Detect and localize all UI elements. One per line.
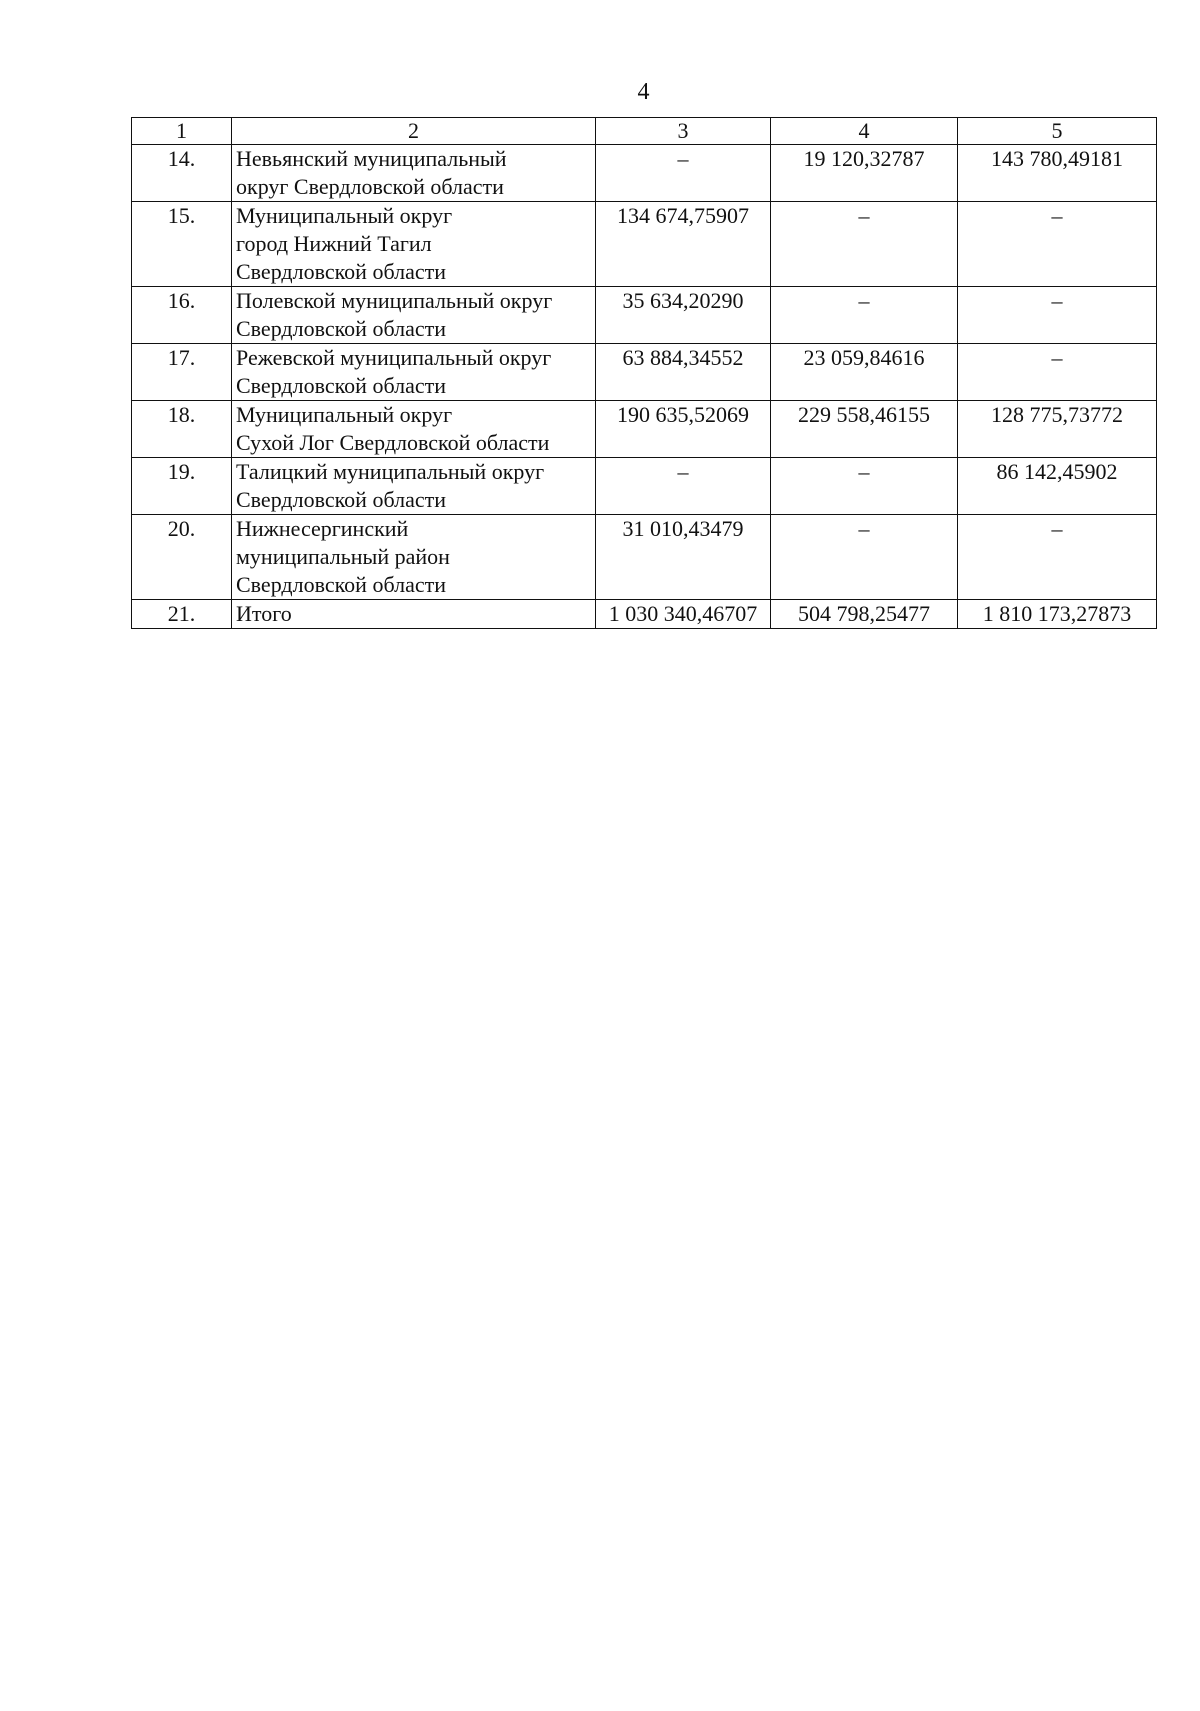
value-col5: – [958,202,1157,287]
table-header-row [132,118,1157,145]
value-col3: 134 674,75907 [596,202,771,287]
total-label [232,600,596,629]
row-number: 20. [132,515,232,600]
value-col3: – [596,458,771,515]
value-col4: 19 120,32787 [771,145,958,202]
value-col3: – [596,145,771,202]
total-col5: 1 810 173,27873 [958,600,1157,629]
total-col3: 1 030 340,46707 [596,600,771,629]
value-col3: 63 884,34552 [596,344,771,401]
table-row [132,202,1157,287]
column-header: 2 [232,118,596,145]
municipality-name-line: Муниципальный округ [236,203,453,228]
municipality-name [232,458,596,515]
row-number: 17. [132,344,232,401]
table-row [132,401,1157,458]
row-number: 19. [132,458,232,515]
municipality-name-line: Режевской муниципальный округ [236,345,552,370]
municipality-name-line: Свердловской области [236,259,446,284]
municipality-name [232,401,596,458]
value-col3: 31 010,43479 [596,515,771,600]
municipality-name [232,145,596,202]
row-number: 18. [132,401,232,458]
column-header: 4 [771,118,958,145]
municipality-name [232,515,596,600]
row-number: 14. [132,145,232,202]
value-col5: 86 142,45902 [958,458,1157,515]
table-row [132,287,1157,344]
municipality-name [232,202,596,287]
municipality-name-line: Полевской муниципальный округ [236,288,553,313]
table-row [132,344,1157,401]
value-col4: – [771,458,958,515]
municipality-name [232,344,596,401]
municipality-name-line: Нижнесергинский [236,516,409,541]
budget-table [131,117,1157,629]
value-col4: 229 558,46155 [771,401,958,458]
table-total-row [132,600,1157,629]
municipality-name-line: округ Свердловской области [236,174,504,199]
municipality-name [232,287,596,344]
municipality-name-line: Свердловской области [236,487,446,512]
table-row [132,515,1157,600]
value-col3: 35 634,20290 [596,287,771,344]
municipality-name-line: Свердловской области [236,373,446,398]
column-header: 3 [596,118,771,145]
value-col5: 128 775,73772 [958,401,1157,458]
table-row [132,458,1157,515]
value-col4: 23 059,84616 [771,344,958,401]
row-number: 15. [132,202,232,287]
municipality-name-line: Итого [236,601,292,626]
column-header: 5 [958,118,1157,145]
municipality-name-line: муниципальный район [236,544,450,569]
value-col5: – [958,287,1157,344]
municipality-name-line: Невьянский муниципальный [236,146,507,171]
value-col5: – [958,344,1157,401]
value-col4: – [771,515,958,600]
value-col4: – [771,202,958,287]
value-col5: 143 780,49181 [958,145,1157,202]
value-col4: – [771,287,958,344]
municipality-name-line: Свердловской области [236,316,446,341]
municipality-name-line: город Нижний Тагил [236,231,432,256]
page-number: 4 [637,79,650,105]
municipality-name-line: Свердловской области [236,572,446,597]
total-col4: 504 798,25477 [771,600,958,629]
value-col5: – [958,515,1157,600]
value-col3: 190 635,52069 [596,401,771,458]
municipality-name-line: Талицкий муниципальный округ [236,459,545,484]
row-number: 21. [132,600,232,629]
municipality-name-line: Муниципальный округ [236,402,453,427]
table-row [132,145,1157,202]
municipality-name-line: Сухой Лог Свердловской области [236,430,550,455]
column-header: 1 [132,118,232,145]
row-number: 16. [132,287,232,344]
